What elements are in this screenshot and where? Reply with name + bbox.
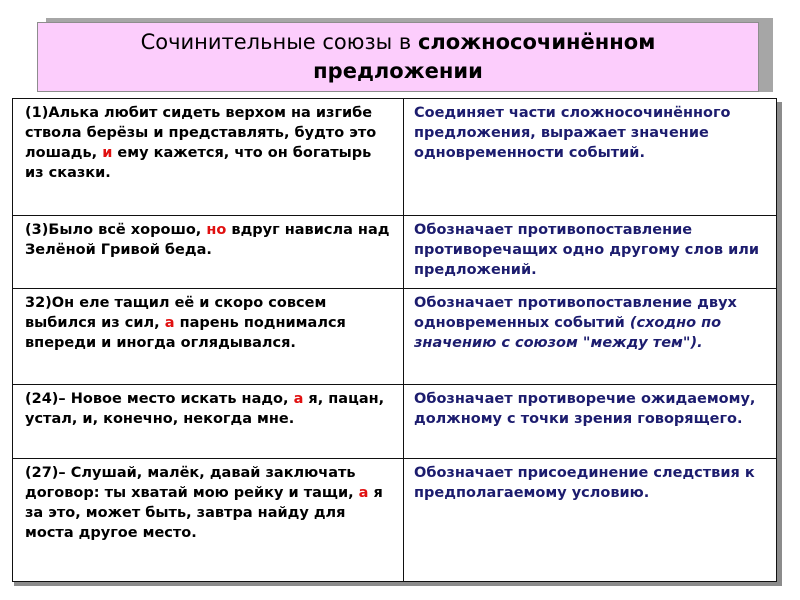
example-cell bbox=[13, 216, 404, 289]
conjunctions-table bbox=[12, 98, 777, 582]
example-text: я за это, может быть, завтра найду для моста другое место. bbox=[25, 485, 383, 541]
title-part-2: сложносочинённом bbox=[417, 30, 656, 54]
table-row bbox=[13, 459, 777, 582]
example-text: (24)– Новое место искать надо, bbox=[25, 391, 294, 407]
meaning-cell bbox=[404, 289, 777, 385]
meaning-cell bbox=[404, 385, 777, 459]
table-row bbox=[13, 216, 777, 289]
meaning-cell bbox=[404, 216, 777, 289]
example-cell bbox=[13, 99, 404, 216]
conjunction-highlight: и bbox=[102, 145, 113, 161]
meaning-text: Обозначает присоединение следствия к предполагаемому условию. bbox=[414, 465, 755, 501]
conjunction-highlight: но bbox=[206, 222, 227, 238]
meaning-italic: (сходно по значению с союзом "между тем"). bbox=[414, 315, 722, 351]
meaning-text: Обозначает противопоставление двух одновременных событий bbox=[414, 295, 737, 331]
table-row bbox=[13, 99, 777, 216]
meaning-cell bbox=[404, 99, 777, 216]
example-cell bbox=[13, 289, 404, 385]
example-text: (3)Было всё хорошо, bbox=[25, 222, 207, 238]
example-text: (27)– Слушай, малёк, давай заключать договор: ты хватай мою рейку и тащи, bbox=[25, 465, 359, 501]
meaning-text: Соединяет части сложносочинённого предложения, выражает значение одновременности событий. bbox=[414, 105, 731, 161]
meaning-cell bbox=[404, 459, 777, 582]
example-cell bbox=[13, 459, 404, 582]
example-text: я, пацан, устал, и, конечно, некогда мне. bbox=[25, 391, 385, 427]
meaning-text: Обозначает противоречие ожидаемому, должному с точки зрения говорящего. bbox=[414, 391, 756, 427]
example-cell bbox=[13, 385, 404, 459]
table-row bbox=[13, 385, 777, 459]
example-text: ему кажется, что он богатырь из сказки. bbox=[25, 145, 372, 181]
example-text: вдруг нависла над Зелёной Гривой беда. bbox=[25, 222, 390, 258]
conjunction-highlight: а bbox=[164, 315, 175, 331]
table-row bbox=[13, 289, 777, 385]
example-text: (1)Алька любит сидеть верхом на изгибе ствола берёзы и представлять, будто это лошадь, bbox=[25, 105, 377, 161]
meaning-text: Обозначает противопоставление противоречащих одно другому слов или предложений. bbox=[414, 222, 760, 278]
conjunction-highlight: а bbox=[358, 485, 369, 501]
conjunction-highlight: а bbox=[293, 391, 304, 407]
example-text: парень поднимался впереди и иногда оглядывался. bbox=[25, 315, 346, 351]
title-part-3: предложении bbox=[313, 59, 483, 83]
title-part-1: Сочинительные союзы в bbox=[140, 30, 418, 54]
example-text: 32)Он еле тащил её и скоро совсем выбился из сил, bbox=[25, 295, 327, 331]
slide-title bbox=[37, 22, 759, 92]
